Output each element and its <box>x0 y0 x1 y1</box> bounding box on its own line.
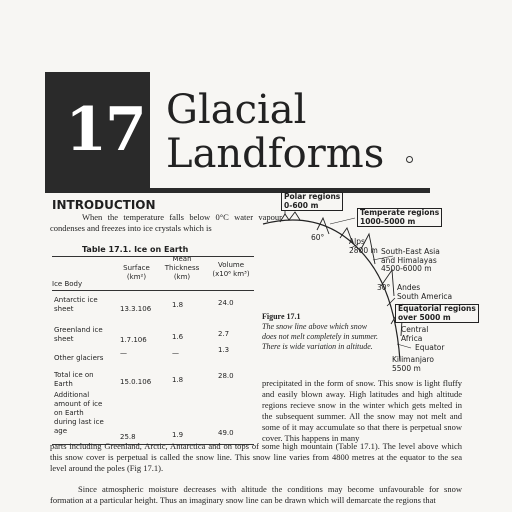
table-cell-body: Additional amount of ice on Earth during last ice age <box>54 391 104 435</box>
label-60-degree: 60° <box>311 233 325 242</box>
table-header-body: Ice Body <box>52 280 83 288</box>
section-heading: INTRODUCTION <box>52 198 156 212</box>
table-cell-body: Total ice on Earth <box>54 371 94 388</box>
table-top-rule <box>52 256 254 257</box>
table-cell-surface: — <box>120 349 127 357</box>
table-cell-surface: 15.0.106 <box>120 378 152 386</box>
label-south-east-asia: South-East Asia and Himalayas 4500-6000 m <box>381 247 440 273</box>
table-cell-volume: 1.3 <box>218 346 230 354</box>
table-cell-thickness: — <box>172 349 179 357</box>
table-cell-body: Greenland ice sheet <box>54 326 103 343</box>
body-paragraph: parts including Greenland, Arctic, Antarctica and on tops of some high mountain (Table 17.1). The level above which this snow cover is perpetual is called the snow line. This snow line varies from 4800 metres at the equator to the sea level around the poles (Fig 17.1). <box>50 441 462 473</box>
table-cell-thickness: 1.6 <box>172 333 184 341</box>
figure-label: Figure 17.1 <box>262 312 301 321</box>
temperate-pointer <box>330 218 355 224</box>
table-cell-volume: 2.7 <box>218 330 230 338</box>
label-andes: Andes South America <box>397 283 453 301</box>
chapter-title-line2: Landforms <box>166 131 385 177</box>
body-paragraph-next: Since atmospheric moisture decreases with altitude the conditions may become unfavourable for snow formation at a particular height. Thus an imaginary snow line can be drawn which will demarcate the regions that <box>50 484 462 505</box>
table-cell-volume: 24.0 <box>218 299 234 307</box>
label-temperate-regions: Temperate regions 1000-5000 m <box>357 208 442 227</box>
table-cell-surface: 1.7.106 <box>120 336 147 344</box>
figure-caption-text: The snow line above which snow does not melt completely in summer. There is wide variation in altitude. <box>262 322 378 351</box>
label-alps: Alps 2800 m <box>349 237 378 255</box>
label-kilimanjaro: Kilimanjaro 5500 m <box>392 355 435 373</box>
table-cell-body: Other glaciers <box>54 354 104 362</box>
table-cell-thickness: 1.8 <box>172 376 184 384</box>
label-polar-regions: Polar regions 0-600 m <box>281 192 343 211</box>
intro-paragraph: When the temperature falls below 0°C water vapour condenses and freezes into ice crystals which is <box>50 212 282 233</box>
chapter-number: 17 <box>60 100 150 160</box>
table-cell-surface: 25.8 <box>120 433 136 441</box>
header-dot-ornament <box>406 156 413 163</box>
table-cell-volume: 28.0 <box>218 372 234 380</box>
table-header-rule <box>52 290 254 291</box>
table-header-surface: Surface (km²) <box>123 264 150 281</box>
label-30-degree: 30° <box>377 283 391 292</box>
table-caption: Table 17.1. Ice on Earth <box>82 245 189 254</box>
figure-caption <box>262 312 380 352</box>
body-paragraph-right: precipitated in the form of snow. This snow is light fluffy and easily blown away. High latitudes and high altitude regions recieve snow in the winter which gets melted in the subsequent summer. All the snow may not melt and some of it may accumulate so that there is perpetual snow cover. This happens in many <box>262 378 462 443</box>
label-equatorial-regions: Equatorial regions over 5000 m <box>395 304 479 323</box>
table-cell-thickness: 1.8 <box>172 301 184 309</box>
label-central-africa: Central Africa <box>401 325 429 343</box>
table-cell-body: Antarctic ice sheet <box>54 296 98 313</box>
label-equator: Equator <box>415 343 445 352</box>
table-cell-thickness: 1.9 <box>172 431 184 439</box>
table-cell-surface: 13.3.106 <box>120 305 152 313</box>
table-header-volume: Volume (x10⁶ km³) <box>212 261 250 278</box>
table-header-thickness: Mean Thickness (km) <box>164 255 200 281</box>
table-cell-volume: 49.0 <box>218 429 234 437</box>
chapter-title-line1: Glacial <box>166 87 307 133</box>
temperate-peak <box>317 218 329 234</box>
